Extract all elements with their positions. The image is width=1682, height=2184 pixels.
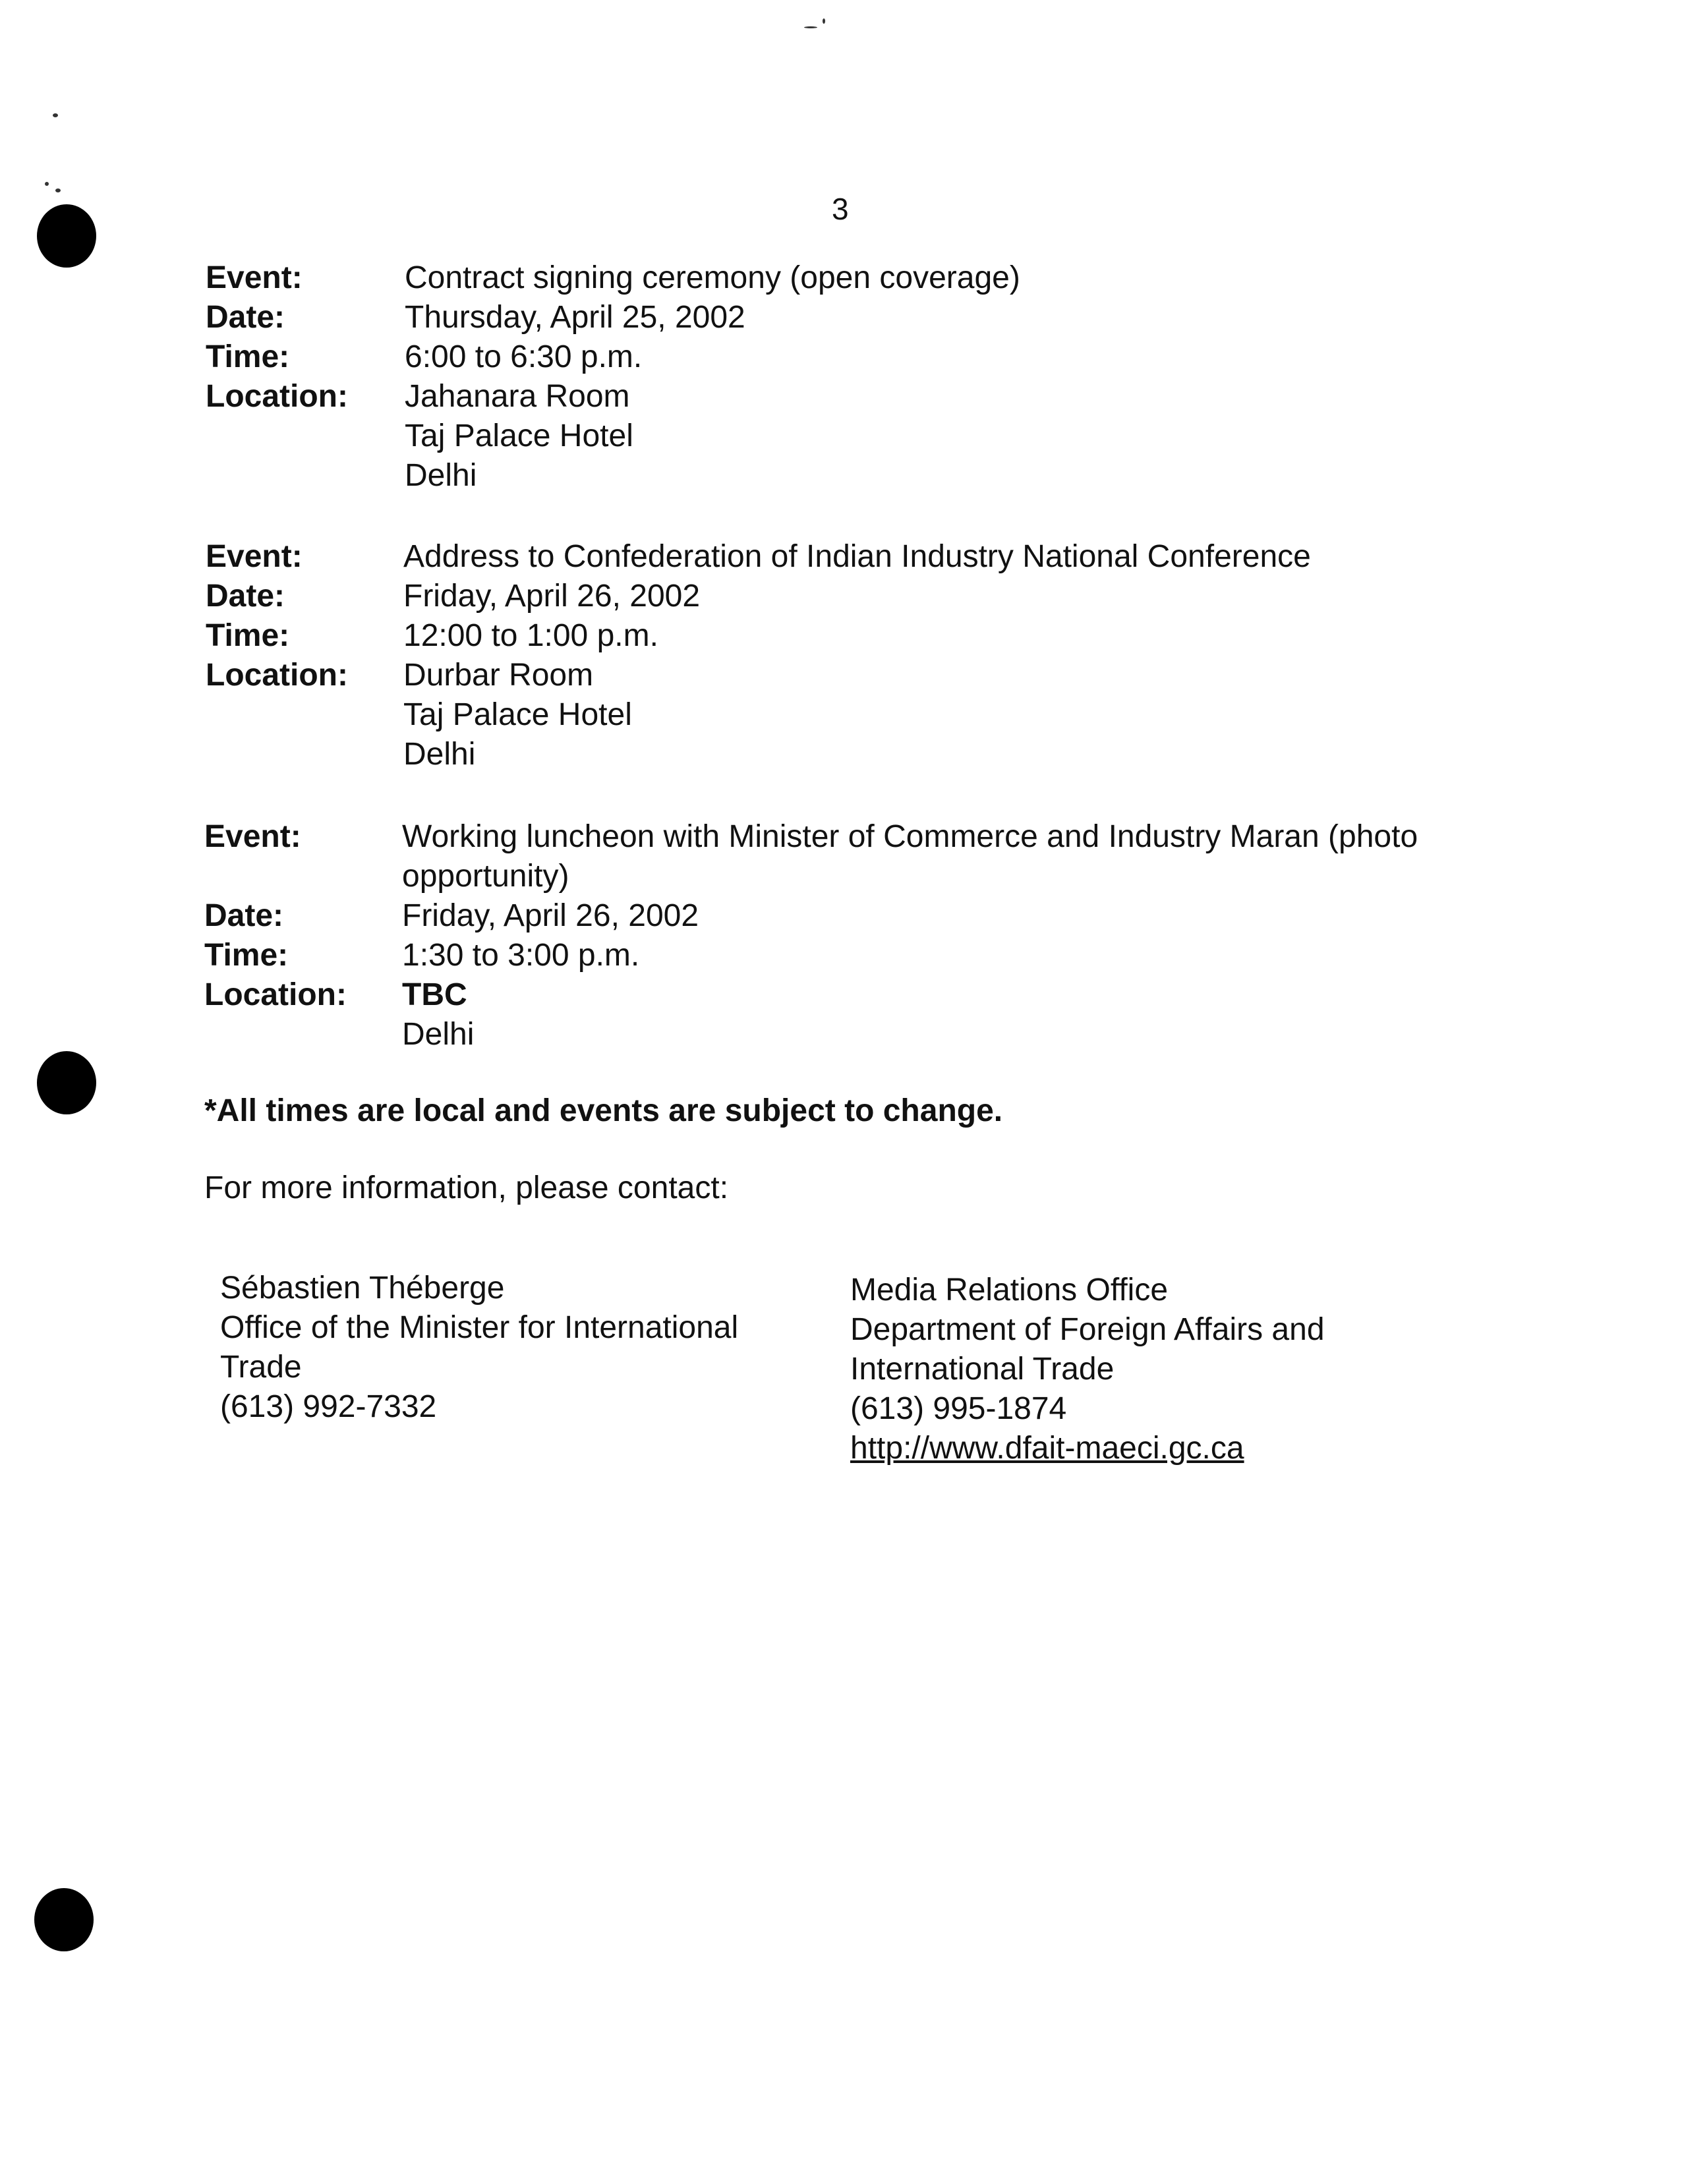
location-row-continued [206,456,1524,496]
location-row [206,377,1524,417]
time-label: Time: [204,938,289,973]
schedule-disclaimer: *All times are local and events are subject to change. [204,1093,1003,1128]
date-row [204,896,1522,936]
binder-hole-bottom [34,1888,94,1951]
location-label: Location: [204,977,347,1012]
location-label: Location: [206,658,348,693]
scan-speck [804,26,817,28]
location-row-continued [206,735,1524,774]
event-row [204,817,1522,896]
location-line: Delhi [402,1017,475,1052]
contact-department-continued: International Trade [850,1352,1115,1387]
event-entry [206,258,1524,496]
time-row [204,936,1522,975]
date-row [206,298,1524,337]
date-label: Date: [206,300,285,335]
event-row [206,537,1524,577]
event-title: Contract signing ceremony (open coverage) [405,260,1020,295]
binder-hole-middle [37,1051,96,1114]
contact-department: Department of Foreign Affairs and [850,1312,1325,1347]
date-row [206,577,1524,616]
event-label: Event: [206,260,303,295]
location-row-continued [206,695,1524,735]
location-row [206,656,1524,695]
location-line: Jahanara Room [405,379,630,414]
event-date: Friday, April 26, 2002 [403,579,701,614]
scan-speck [823,18,825,24]
scan-speck [55,188,61,192]
event-date: Friday, April 26, 2002 [402,898,699,933]
binder-hole-top [37,204,96,268]
location-line: Delhi [403,737,476,772]
contact-name: Sébastien Théberge [220,1271,505,1306]
time-label: Time: [206,618,290,653]
event-row [206,258,1524,298]
location-line: TBC [402,977,467,1012]
event-entry [204,817,1522,1054]
contact-office: Office of the Minister for International [220,1310,739,1345]
event-label: Event: [204,819,301,854]
date-label: Date: [206,579,285,614]
contact-phone: (613) 992-7332 [220,1389,437,1424]
time-row [206,337,1524,377]
location-line: Delhi [405,458,477,493]
event-time: 12:00 to 1:00 p.m. [403,618,658,653]
event-date: Thursday, April 25, 2002 [405,300,745,335]
location-label: Location: [206,379,348,414]
contact-block-minister-office [220,1269,738,1427]
location-line: Taj Palace Hotel [405,418,633,453]
event-title: Address to Confederation of Indian Industry National Conference [403,539,1311,574]
contact-office-continued: Trade [220,1350,302,1385]
event-title: Working luncheon with Minister of Commerce and Industry Maran (photo opportunity) [402,819,1418,894]
contact-office: Media Relations Office [850,1273,1169,1308]
location-row-continued [206,417,1524,456]
event-time: 6:00 to 6:30 p.m. [405,339,643,374]
event-time: 1:30 to 3:00 p.m. [402,938,640,973]
contact-phone: (613) 995-1874 [850,1391,1067,1426]
contact-block-media-relations [850,1271,1325,1468]
scan-speck [45,182,49,186]
location-line: Durbar Room [403,658,594,693]
time-row [206,616,1524,656]
scan-speck [53,113,58,117]
contact-intro: For more information, please contact: [204,1170,729,1205]
location-row [204,975,1522,1015]
time-label: Time: [206,339,290,374]
event-label: Event: [206,539,303,574]
location-row-continued [204,1015,1522,1054]
website-link[interactable]: http://www.dfait-maeci.gc.ca [850,1431,1244,1466]
page-number: 3 [832,192,849,226]
location-line: Taj Palace Hotel [403,697,632,732]
event-entry [206,537,1524,774]
date-label: Date: [204,898,284,933]
